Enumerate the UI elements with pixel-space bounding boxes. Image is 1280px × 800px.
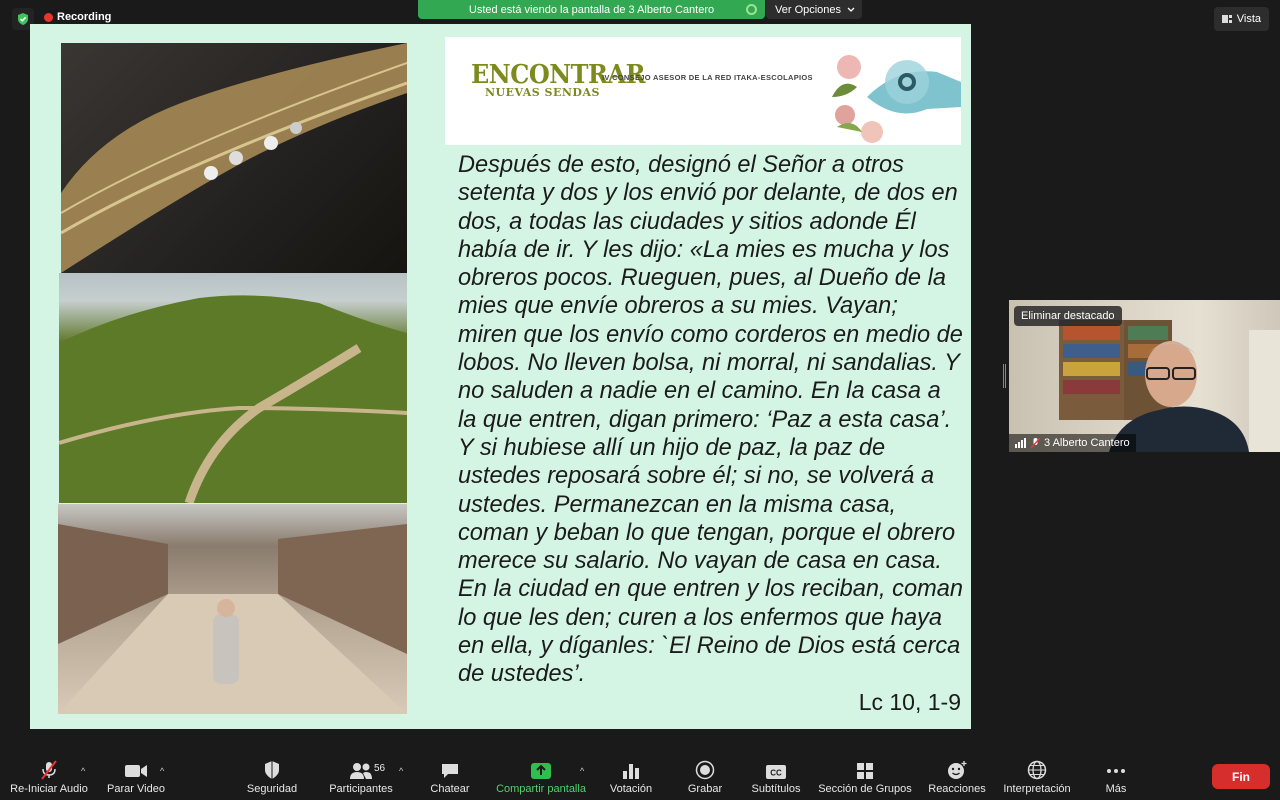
reactions-button[interactable] [926, 752, 988, 800]
passage-citation: Lc 10, 1-9 [858, 689, 961, 715]
smiley-plus-icon [946, 760, 968, 780]
hill-path-photo [59, 273, 407, 503]
gospel-passage-text: Después de esto, designó el Señor a otros setenta y dos y los envió por delante, de dos en dos, a todas las ciudades y sitios adonde Él había de ir. Y les dijo: «La mies es mucha y los obreros pocos. Rueguen, pues, al Dueño de la mies que envíe obreros a su mies. Vayan; miren que los envío como corderos en medio de lobos. No lleven bolsa, ni morral, ni sandalias. Y no saluden a nadie en el camino. En la casa a la que entren, digan primero: ‘Paz a esta casa’. Y si hubiese allí un hijo de paz, la paz de ustedes reposará sobre él; si no, se volverá a ustedes. Permanezcan en la misma casa, coman y beban lo que tengan, porque el obrero merece su salario. No vayan de casa en casa. En la ciudad en que entren y los reciban, coman lo que les den; curen a los enfermos que haya en ella, y díganles: `El Reino de Dios está cerca de ustedes’. [458, 152, 963, 688]
chat-label: Chatear [430, 783, 470, 795]
share-screen-icon [530, 762, 552, 780]
recording-indicator[interactable] [44, 11, 111, 23]
subtitles-label: Subtítulos [751, 783, 801, 795]
poll-chart-icon [622, 762, 640, 780]
view-options-button[interactable] [766, 0, 862, 19]
closed-captions-icon [765, 764, 787, 780]
audio-options-chevron-icon[interactable]: ^ [81, 766, 86, 776]
share-options-chevron-icon[interactable]: ^ [580, 766, 585, 776]
video-camera-icon [124, 762, 148, 780]
view-layout-icon [1222, 14, 1232, 24]
hand-flowers-illustration [827, 37, 961, 145]
subtitles-button[interactable] [748, 752, 804, 800]
muted-mic-icon [39, 760, 59, 780]
participants-options-chevron-icon[interactable]: ^ [399, 766, 404, 776]
rope-bridge-photo [61, 43, 407, 273]
view-label: Vista [1236, 13, 1261, 25]
participant-name: 3 Alberto Cantero [1044, 437, 1130, 449]
poll-label: Votación [609, 783, 653, 795]
grid-icon [856, 762, 874, 780]
view-button[interactable] [1214, 7, 1269, 31]
breakout-rooms-label: Sección de Grupos [818, 783, 912, 795]
muted-mic-icon [1031, 438, 1040, 449]
chat-button[interactable] [425, 752, 475, 800]
video-button[interactable] [104, 752, 168, 800]
participants-button[interactable] [326, 752, 396, 800]
panel-resize-handle[interactable] [1003, 364, 1006, 388]
event-header-banner [445, 37, 961, 145]
signal-strength-icon [1015, 438, 1027, 448]
recording-label: Recording [57, 11, 112, 23]
audio-label: Re-Iniciar Audio [10, 783, 88, 795]
participants-icon [349, 762, 373, 780]
more-button[interactable] [1098, 752, 1134, 800]
reactions-label: Reacciones [928, 783, 986, 795]
participant-video-tile[interactable] [1009, 300, 1280, 452]
share-banner [418, 0, 765, 19]
interpretation-button[interactable] [999, 752, 1075, 800]
event-logo-title: ENCONTRAR [471, 57, 646, 90]
end-meeting-button[interactable]: Fin [1212, 764, 1270, 789]
video-options-chevron-icon[interactable]: ^ [160, 766, 165, 776]
chevron-down-icon [847, 7, 855, 13]
share-banner-text: Usted está viendo la pantalla de 3 Alberto Cantero [468, 3, 715, 16]
security-button[interactable] [243, 752, 301, 800]
record-button[interactable] [682, 752, 728, 800]
record-label: Grabar [687, 783, 723, 795]
more-dots-icon [1105, 762, 1127, 780]
share-screen-button[interactable] [492, 752, 590, 800]
share-screen-label: Compartir pantalla [496, 783, 586, 795]
record-icon [695, 760, 715, 780]
participant-name-label [1009, 434, 1136, 452]
chat-bubble-icon [440, 762, 460, 780]
participants-label: Participantes [329, 783, 393, 795]
share-status-icon [746, 4, 757, 15]
remove-spotlight-button[interactable]: Eliminar destacado [1014, 306, 1122, 326]
security-label: Seguridad [246, 783, 298, 795]
view-options-label: Ver Opciones [775, 3, 842, 16]
svg-text:CC: CC [770, 768, 782, 778]
participants-count: 56 [374, 763, 386, 774]
meeting-toolbar [0, 752, 1280, 800]
more-label: Más [1105, 783, 1127, 795]
shared-screen-slide [30, 24, 971, 729]
poll-button[interactable] [606, 752, 656, 800]
shield-icon [263, 760, 281, 780]
globe-icon [1027, 760, 1047, 780]
interpretation-label: Interpretación [1003, 783, 1071, 795]
video-label: Parar Video [107, 783, 165, 795]
event-logo-subtitle: NUEVAS SENDAS [485, 86, 600, 99]
council-title: IV CONSEJO ASESOR DE LA RED ITAKA-ESCOLAPIOS [602, 73, 813, 82]
breakout-rooms-button[interactable] [815, 752, 915, 800]
audio-button[interactable] [6, 752, 92, 800]
recording-dot-icon [44, 13, 53, 22]
village-street-photo [58, 504, 407, 714]
